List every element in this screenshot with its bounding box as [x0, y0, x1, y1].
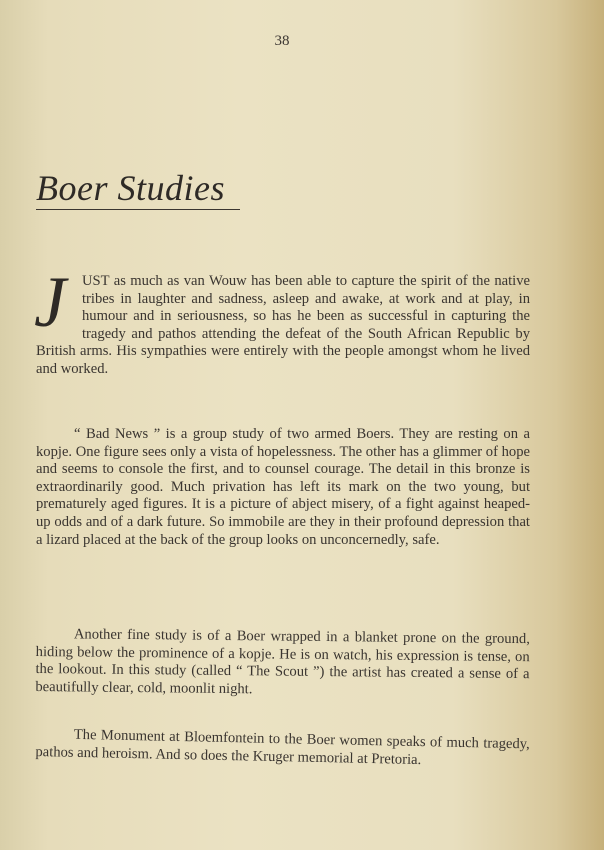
paragraph-1 — [34, 262, 530, 379]
page-number: 38 — [274, 33, 290, 49]
chapter-title: Boer Studies — [36, 168, 225, 208]
title-underline — [36, 209, 240, 210]
paragraph-2: “ Bad News ” is a group study of two armed Boers. They are resting on a kopje. One figure sees only a vista of hopelessness. The other has a glimmer of hope and seems to console the first, and to counsel courage. The detail in this bronze is extraordinarily good. Much privation has left its mark on the two young, but prematurely aged figures. It is a picture of abject misery, of a fight against heaped-up odds and of a dark future. So immobile are they in their profound depression that a lizard placed at the back of the group looks on unconcernedly, safe. — [36, 426, 530, 548]
paragraph-3: Another fine study is of a Boer wrapped in a blanket prone on the ground, hiding below the prominence of a kopje. He is on watch, his expression is tense, on the lookout. In this study (called “ The Scout ”) the artist has created a sense of a beautifully clear, cold, moonlit night. — [35, 626, 530, 698]
paragraph-1-text: UST as much as van Wouw has been able to capture the spirit of the native tribes in laughter and sadness, asleep and awake, at work and at play, in humour and in seriousness, so has he been as successful in capturing the tragedy and pathos attending the defeat of the South African Republic by British arms. His sympathies were entirely with the people amongst whom he lived and worked. — [36, 273, 530, 377]
paragraph-4: The Monument at Bloemfontein to the Boer women speaks of much tragedy, pathos and heroism. And so does the Kruger memorial at Pretoria. — [35, 726, 530, 768]
drop-cap: J — [34, 262, 66, 342]
